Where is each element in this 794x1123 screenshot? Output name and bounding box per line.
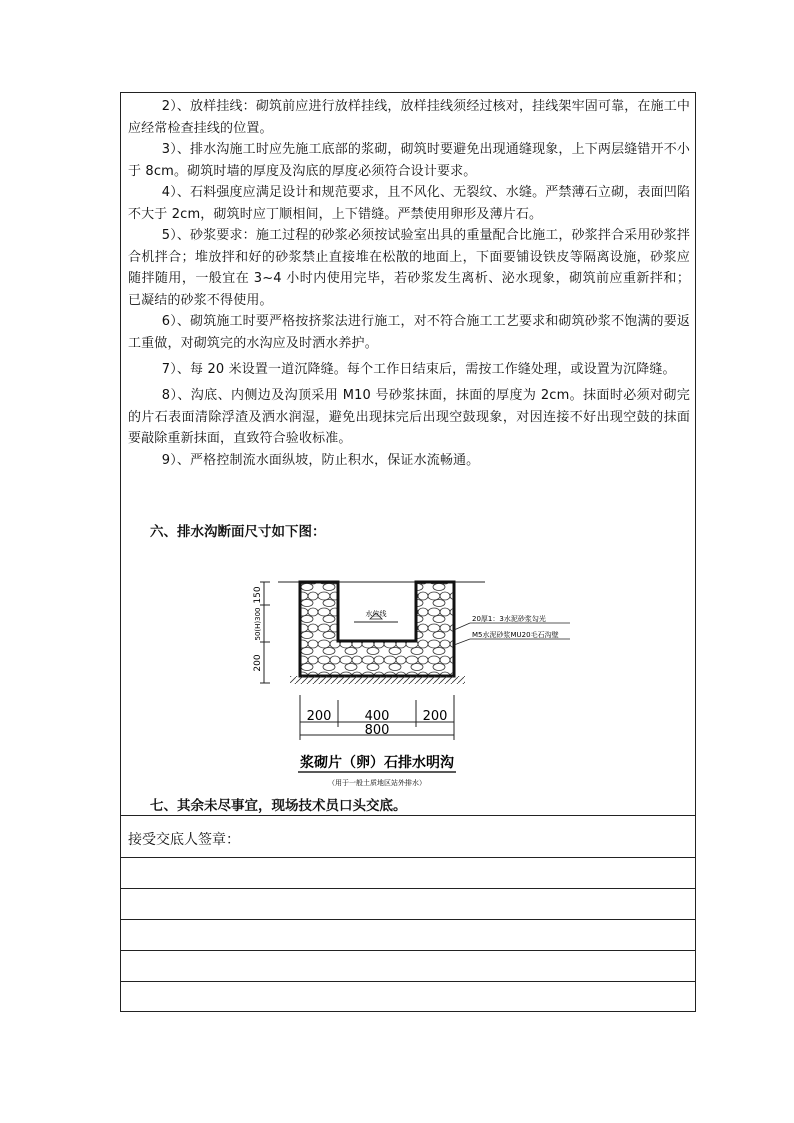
diagram-title: 浆砌片（卵）石排水明沟 — [300, 755, 454, 771]
signature-row — [120, 857, 696, 858]
signature-row — [120, 981, 696, 982]
dim-range-label: 50(H)300 — [254, 607, 262, 641]
note-mortar-finish: 20厚1：3水泥砂浆勾光 — [472, 615, 546, 623]
paragraph-6: 6）、砌筑施工时要严格按挤浆法进行施工，对不符合施工工艺要求和砌筑砂浆不饱满的要返工重做，对砌筑完的水沟应及时洒水养护。 — [128, 314, 690, 351]
paragraph-7: 7）、每 20 米设置一道沉降缝。每个工作日结束后，需按工作缝处理，或设置为沉降缝。 — [161, 362, 676, 377]
dim-200-left-label: 200 — [253, 654, 263, 672]
paragraph-5: 5）、砂浆要求：施工过程的砂浆必须按试验室出具的重量配合比施工，砂浆拌合采用砂浆拌合机拌合；堆放拌和好的砂浆禁止直接堆在松散的地面上，下面要铺设铁皮等隔离设施，砂浆应随拌随用，一般宜在 3~4 小时内使用完毕，若砂浆发生离析、泌水现象，砌筑前应重新拌和；已凝结的砂浆不得使用。 — [128, 228, 690, 308]
paragraph-3: 3）、排水沟施工时应先施工底部的浆砌，砌筑时要避免出现通缝现象，上下两层缝错开不小于 8cm。砌筑时墙的厚度及沟底的厚度必须符合设计要求。 — [128, 142, 690, 179]
signature-row — [120, 919, 696, 920]
bottom-dim-200-left: 200 — [306, 709, 332, 724]
section-6-heading: 六、排水沟断面尺寸如下图： — [150, 524, 326, 540]
drainage-ditch-section-diagram — [230, 575, 580, 795]
signature-row — [120, 950, 696, 951]
masonry-walls — [300, 582, 454, 676]
note-masonry-wall: M5水泥砂浆MU20毛石沟壁 — [472, 631, 559, 639]
ground-hatch — [290, 676, 465, 684]
signature-row-divider — [120, 815, 696, 816]
water-level-label: 水位线 — [365, 610, 387, 618]
diagram-subtitle: （用于一般土质地区站外排水） — [328, 779, 426, 787]
signature-row — [120, 888, 696, 889]
ditch-drawing — [230, 575, 580, 795]
paragraph-4: 4）、石料强度应满足设计和规范要求，且不风化、无裂纹、水缝。严禁薄石立砌，表面凹陷不大于 2cm，砌筑时应丁顺相间，上下错缝。严禁使用卵形及薄片石。 — [128, 185, 690, 222]
signature-label: 接受交底人签章： — [128, 832, 240, 848]
bottom-dim-total: 800 — [364, 723, 390, 738]
dim-150-label: 150 — [253, 586, 263, 604]
paragraph-9: 9）、严格控制流水面纵坡，防止积水，保证水流畅通。 — [161, 452, 480, 468]
bottom-dim-400: 400 — [364, 709, 390, 724]
paragraph-8: 8）、沟底、内侧边及沟顶采用 M10 号砂浆抹面，抹面的厚度为 2cm。抹面时必须对砌完的片石表面清除浮渣及洒水润湿，避免出现抹完后出现空鼓现象，对因连接不好出现空鼓的抹面要敲除重新抹面，直致符合验收标准。 — [128, 388, 690, 446]
construction-requirements — [128, 96, 690, 471]
paragraph-2: 2）、放样挂线：砌筑前应进行放样挂线，放样挂线须经过核对，挂线架牢固可靠，在施工中应经常检查挂线的位置。 — [128, 99, 690, 136]
section-7-heading: 七、其余未尽事宜，现场技术员口头交底。 — [150, 798, 407, 814]
bottom-dim-200-right: 200 — [422, 709, 448, 724]
